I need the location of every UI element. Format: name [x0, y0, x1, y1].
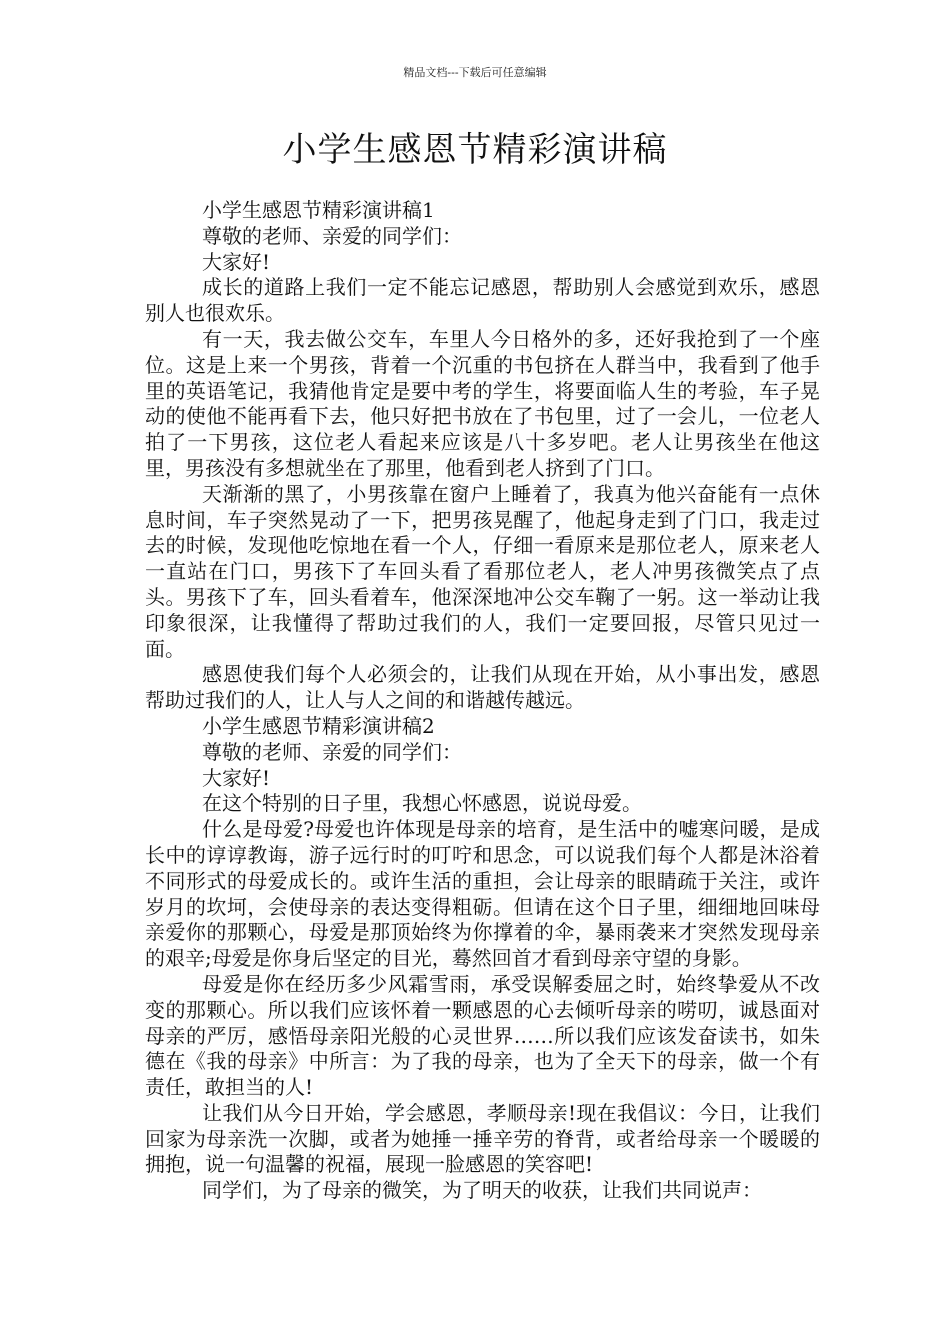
paragraph: 感恩使我们每个人必须会的，让我们从现在开始，从小事出发，感恩帮助过我们的人，让人与人之间的和谐越传越远。 — [145, 662, 820, 713]
paragraph: 有一天，我去做公交车，车里人今日格外的多，还好我抢到了一个座位。这是上来一个男孩，背着一个沉重的书包挤在人群当中，我看到了他手里的英语笔记，我猜他肯定是要中考的学生，将要面临人生的考验，车子晃动的使他不能再看下去，他只好把书放在了书包里，过了一会儿，一位老人拍了一下男孩，这位老人看起来应该是八十多岁吧。老人让男孩坐在他这里，男孩没有多想就坐在了那里，他看到老人挤到了门口。 — [145, 326, 820, 480]
header-note: 精品文档---下载后可任意编辑 — [403, 66, 547, 79]
paragraph: 在这个特别的日子里，我想心怀感恩，说说母爱。 — [202, 791, 642, 816]
paragraph: 同学们，为了母亲的微笑，为了明天的收获，让我们共同说声： — [202, 1178, 762, 1203]
paragraph: 让我们从今日开始，学会感恩，孝顺母亲!现在我倡议：今日，让我们回家为母亲洗一次脚，或者为她捶一捶辛劳的脊背，或者给母亲一个暖暖的拥抱，说一句温馨的祝福，展现一脸感恩的笑容吧! — [145, 1100, 820, 1177]
document-body — [145, 198, 820, 1204]
greeting: 大家好! — [202, 765, 271, 790]
paragraph: 成长的道路上我们一定不能忘记感恩，帮助别人会感觉到欢乐，感恩别人也很欢乐。 — [145, 275, 820, 326]
salutation: 尊敬的老师、亲爱的同学们： — [202, 223, 462, 248]
greeting: 大家好! — [202, 249, 271, 274]
document-title: 小学生感恩节精彩演讲稿 — [282, 130, 668, 170]
paragraph: 天渐渐的黑了，小男孩靠在窗户上睡着了，我真为他兴奋能有一点休息时间，车子突然晃动了一下，把男孩晃醒了，他起身走到了门口，我走过去的时候，发现他吃惊地在看一个人，仔细一看原来是那位老人，原来老人一直站在门口，男孩下了车回头看了看那位老人，老人冲男孩微笑点了点头。男孩下了车，回头看着车，他深深地冲公交车鞠了一躬。这一举动让我印象很深，让我懂得了帮助过我们的人，我们一定要回报，尽管只见过一面。 — [145, 481, 820, 661]
section-heading: 小学生感恩节精彩演讲稿2 — [202, 713, 435, 738]
salutation: 尊敬的老师、亲爱的同学们： — [202, 739, 462, 764]
section-heading: 小学生感恩节精彩演讲稿1 — [202, 198, 435, 222]
paragraph: 母爱是你在经历多少风霜雪雨，承受误解委屈之时，始终挚爱从不改变的那颗心。所以我们应该怀着一颗感恩的心去倾听母亲的唠叨，诚恳面对母亲的严厉，感悟母亲阳光般的心灵世界……所以我们应该发奋读书，如朱德在《我的母亲》中所言：为了我的母亲，也为了全天下的母亲，做一个有责任，敢担当的人! — [145, 971, 820, 1100]
paragraph: 什么是母爱?母爱也许体现是母亲的培育，是生活中的嘘寒问暖，是成长中的谆谆教诲，游子远行时的叮咛和思念，可以说我们每个人都是沐浴着不同形式的母爱成长的。或许生活的重担，会让母亲的眼睛疏于关注，或许岁月的坎坷，会使母亲的表达变得粗砺。但请在这个日子里，细细地回味母亲爱你的那颗心，母爱是那顶始终为你撑着的伞，暴雨袭来才突然发现母亲的艰辛;母爱是你身后坚定的目光，蓦然回首才看到母亲守望的身影。 — [145, 817, 820, 971]
